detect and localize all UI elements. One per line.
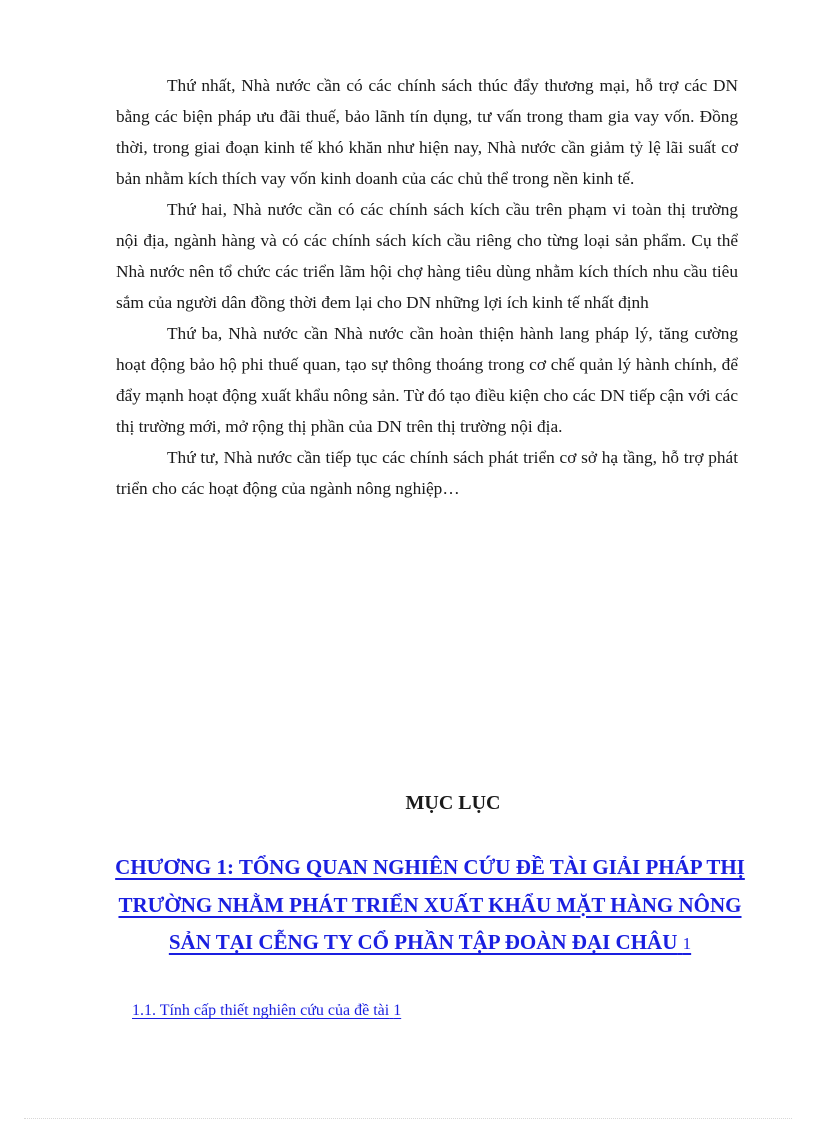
paragraph-first: Thứ nhất, Nhà nước cần có các chính sách thúc đẩy thương mại, hỗ trợ các DN bằng các biện pháp ưu đãi thuế, bảo lãnh tín dụng, tư vấn trong tham gia vay vốn. Đồng thời, trong giai đoạn kinh tế khó khăn như hiện nay, Nhà nước cần giảm tỷ lệ lãi suất cơ bản nhằm kích thích vay vốn kinh doanh của các chủ thể trong nền kinh tế. xyxy=(116,76,738,188)
toc-chapter-1-label: CHƯƠNG 1: TỔNG QUAN NGHIÊN CỨU ĐỀ TÀI GIẢI PHÁP THỊ TRƯỜNG NHẰM PHÁT TRIỂN XUẤT KHẨU MẶT HÀNG NÔNG SẢN TẠI CỄNG TY CỔ PHẦN TẬP ĐOÀN ĐẠI CHÂU xyxy=(115,855,745,954)
page-bottom-edge xyxy=(24,1118,792,1119)
paragraph-third: Thứ ba, Nhà nước cần Nhà nước cần hoàn thiện hành lang pháp lý, tăng cường hoạt động bảo hộ phi thuế quan, tạo sự thông thoáng trong cơ chế quản lý hành chính, để đẩy mạnh hoạt động xuất khẩu nông sản. Từ đó tạo điều kiện cho các DN tiếp cận với các thị trường mới, mở rộng thị phần của DN trên thị trường nội địa. xyxy=(116,324,738,436)
toc-chapter-1-page: 1 xyxy=(682,934,692,953)
paragraph-second: Thứ hai, Nhà nước cần có các chính sách kích cầu trên phạm vi toàn thị trường nội địa, ngành hàng và có các chính sách kích cầu riêng cho từng loại sản phẩm. Cụ thể Nhà nước nên tổ chức các triển lãm hội chợ hàng tiêu dùng nhằm kích thích nhu cầu tiêu sắm của người dân đồng thời đem lại cho DN những lợi ích kinh tế nhất định xyxy=(116,200,738,312)
toc-title: MỤC LỤC xyxy=(405,792,501,814)
toc-section-1-1-page: 1 xyxy=(393,1002,402,1019)
body-text xyxy=(116,70,738,504)
toc-section-1-1-label: 1.1. Tính cấp thiết nghiên cứu của đề tài xyxy=(132,1002,390,1019)
toc-chapter-1-link[interactable] xyxy=(112,849,748,963)
paragraph-fourth: Thứ tư, Nhà nước cần tiếp tục các chính sách phát triển cơ sở hạ tầng, hỗ trợ phát triển cho các hoạt động của ngành nông nghiệp… xyxy=(116,448,738,498)
toc-section-1-1-link[interactable] xyxy=(132,1000,401,1022)
